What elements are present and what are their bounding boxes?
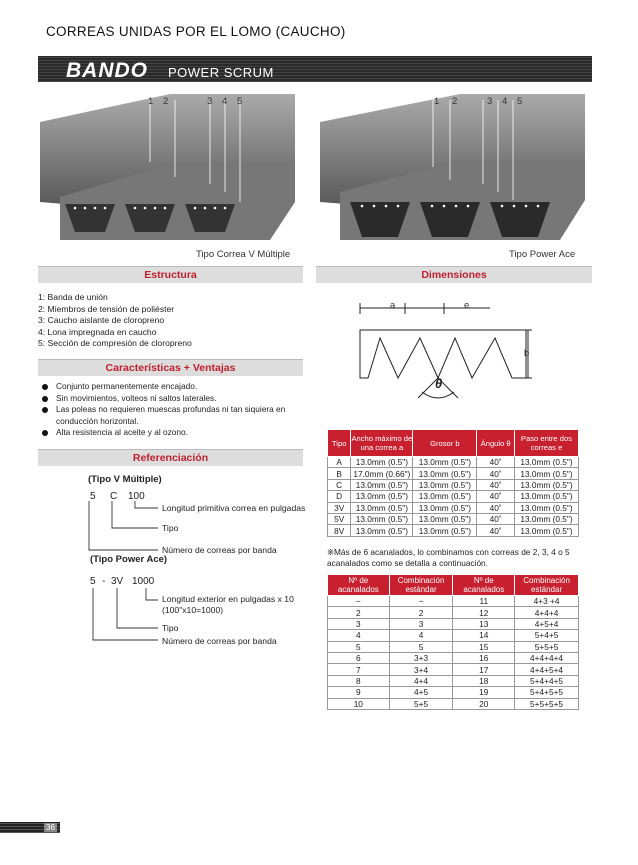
ref-pa-sep: - [102, 576, 106, 587]
table-cell: 5+4+4+5 [515, 675, 579, 686]
table-header: Nº de acanalados [453, 575, 515, 596]
table-header: Paso entre dos correas e [514, 430, 578, 457]
table-row [328, 607, 579, 618]
table-cell: 15 [453, 641, 515, 652]
list-item: Las poleas no requieren muescas profundas ni tan siquiera en conducción horizontal. [38, 404, 308, 427]
table-row [328, 468, 579, 479]
table-cell: 13.0mm (0.5") [413, 502, 477, 513]
heading-estructura: Estructura [38, 266, 303, 283]
ref-code-length: 100 [128, 491, 145, 502]
ref-pa-label-count: Número de correas por banda [162, 636, 277, 646]
table-cell: 13.0mm (0.5") [514, 513, 578, 524]
table-cell: 13 [453, 618, 515, 629]
callout-5-right: 5 [517, 96, 523, 107]
table-cell: 5+4+5+5 [515, 687, 579, 698]
table-cell: 9 [328, 687, 390, 698]
ref-pa-label-length-2: (100"x10=1000) [162, 605, 224, 615]
table-header: Grosor b [413, 430, 477, 457]
table-header: Ancho máximo de una correa a [351, 430, 413, 457]
table-header: Tipo [328, 430, 351, 457]
table-cell: 13.0mm (0.5") [413, 513, 477, 524]
table-row [328, 664, 579, 675]
list-item: 2: Miembros de tensión de poliéster [38, 303, 175, 314]
table-cell: C [328, 479, 351, 490]
table-cell: 4+4 [389, 675, 453, 686]
table-cell: 3+4 [389, 664, 453, 675]
table-header: Combinación estándar [515, 575, 579, 596]
table-cell: 13.0mm (0.5") [413, 525, 477, 536]
caption-powerace: Tipo Power Ace [509, 249, 576, 260]
table-cell: 3 [328, 618, 390, 629]
table-header: Ángulo θ [477, 430, 515, 457]
table-cell: D [328, 491, 351, 502]
table-cell: 8V [328, 525, 351, 536]
heading-caracteristicas: Características + Ventajas [38, 359, 303, 376]
table-cell: 13.0mm (0.5") [351, 502, 413, 513]
table-cell: 5 [389, 641, 453, 652]
table-cell: 4 [328, 630, 390, 641]
table-cell: 13.0mm (0.5") [514, 479, 578, 490]
combination-table [327, 574, 579, 710]
table-cell: 40˚ [477, 502, 515, 513]
table-cell: 5+4+5 [515, 630, 579, 641]
callout-2-right: 2 [452, 96, 458, 107]
table-cell: 13.0mm (0.5") [351, 525, 413, 536]
table-cell: 16 [453, 652, 515, 663]
table-cell: 13.0mm (0.5") [413, 491, 477, 502]
table-cell: 40˚ [477, 479, 515, 490]
table-cell: B [328, 468, 351, 479]
table-cell: 4+4+4+4 [515, 652, 579, 663]
page-number: 36 [46, 823, 55, 832]
table-cell: 5 [328, 641, 390, 652]
ref-title-vmultiple: (Tipo V Múltiple) [88, 474, 162, 485]
table-cell: 4+4+4 [515, 607, 579, 618]
belt-illustration-vmultiple [40, 92, 302, 242]
table-row [328, 675, 579, 686]
ref-pa-label-length: Longitud exterior en pulgadas x 10 [162, 594, 294, 604]
ref-pa-count: 5 [90, 576, 96, 587]
table-cell: 40˚ [477, 525, 515, 536]
belt-illustration-powerace [320, 92, 590, 242]
table-header: Combinación estándar [389, 575, 453, 596]
table-row [328, 641, 579, 652]
dimension-diagram [350, 294, 550, 422]
table-cell: 4 [389, 630, 453, 641]
ref-title-powerace: (Tipo Power Ace) [90, 554, 168, 565]
table-cell: 4+4+5+4 [515, 664, 579, 675]
table-cell: 40˚ [477, 491, 515, 502]
table-cell: 10 [328, 698, 390, 709]
table-row [328, 596, 579, 607]
ref-pa-type: 3V [111, 576, 124, 587]
dimensions-table [327, 429, 579, 537]
table-cell: 6 [328, 652, 390, 663]
table-row [328, 457, 579, 468]
ref-pa-label-type: Tipo [162, 623, 179, 633]
table-cell: 5+5+5+5 [515, 698, 579, 709]
table-cell: − [389, 596, 453, 607]
table-cell: 13.0mm (0.5") [351, 491, 413, 502]
ref-label-type: Tipo [162, 523, 179, 533]
brand-logo: BANDO [66, 59, 148, 82]
table-cell: 2 [328, 607, 390, 618]
table-row [328, 698, 579, 709]
dim-label-e: e [464, 300, 470, 311]
callout-4: 4 [222, 96, 228, 107]
table-cell: 3V [328, 502, 351, 513]
ref-code-type: C [110, 491, 118, 502]
caption-vmultiple: Tipo Correa V Múltiple [196, 249, 291, 260]
callout-1-right: 1 [434, 96, 440, 107]
table-row [328, 525, 579, 536]
caracteristicas-list [38, 381, 308, 439]
table-cell: 18 [453, 675, 515, 686]
table-header: Nº de acanalados [328, 575, 390, 596]
table-cell: 13.0mm (0.5") [514, 457, 578, 468]
table-cell: 4+5+4 [515, 618, 579, 629]
table-cell: 17 [453, 664, 515, 675]
list-item: 4: Lona impregnada en caucho [38, 326, 157, 337]
table-cell: 12 [453, 607, 515, 618]
callout-5: 5 [237, 96, 243, 107]
table-row [328, 630, 579, 641]
callout-3: 3 [207, 96, 213, 107]
list-item: 1: Banda de unión [38, 292, 108, 302]
estructura-list [38, 292, 303, 350]
table-cell: 40˚ [477, 457, 515, 468]
heading-dimensiones: Dimensiones [316, 266, 592, 283]
table-cell: 13.0mm (0.5") [351, 457, 413, 468]
table-cell: 40˚ [477, 468, 515, 479]
table-row [328, 502, 579, 513]
callout-3-right: 3 [487, 96, 493, 107]
table-cell: 40˚ [477, 513, 515, 524]
table-row [328, 491, 579, 502]
list-item: Alta resistencia al aceite y al ozono. [38, 427, 308, 439]
table-cell: 13.0mm (0.5") [413, 468, 477, 479]
table-cell: 11 [453, 596, 515, 607]
page-title: CORREAS UNIDAS POR EL LOMO (CAUCHO) [46, 24, 346, 39]
table-row [328, 479, 579, 490]
table-cell: − [328, 596, 390, 607]
table-cell: 20 [453, 698, 515, 709]
table-cell: 4+5 [389, 687, 453, 698]
table-cell: 4+3 +4 [515, 596, 579, 607]
ref-label-count: Número de correas por banda [162, 545, 277, 555]
table-cell: 13.0mm (0.5") [514, 491, 578, 502]
table-cell: 13.0mm (0.5") [413, 479, 477, 490]
table-row [328, 513, 579, 524]
table-cell: 13.0mm (0.5") [351, 479, 413, 490]
heading-referenciacion: Referenciación [38, 449, 303, 466]
table-cell: 13.0mm (0.5") [514, 502, 578, 513]
ref-pa-length: 1000 [132, 576, 155, 587]
table-row [328, 652, 579, 663]
ref-label-length: Longitud primitiva correa en pulgadas [162, 503, 306, 513]
list-item: Sin movimientos, volteos ni saltos laterales. [38, 393, 308, 405]
list-item: 5: Sección de compresión de cloropreno [38, 338, 192, 349]
callout-1: 1 [148, 96, 154, 107]
table-cell: A [328, 457, 351, 468]
table-cell: 5+5+5 [515, 641, 579, 652]
table-cell: 3 [389, 618, 453, 629]
table-cell: 14 [453, 630, 515, 641]
table-cell: 3+3 [389, 652, 453, 663]
table-cell: 2 [389, 607, 453, 618]
table-cell: 13.0mm (0.5") [351, 513, 413, 524]
table-cell: 13.0mm (0.5") [514, 525, 578, 536]
dim-label-b: b [524, 348, 530, 359]
product-name: POWER SCRUM [168, 65, 274, 80]
ref-code-count: 5 [90, 491, 96, 502]
dim-label-theta: θ [435, 376, 443, 391]
table-cell: 17.0mm (0.66") [351, 468, 413, 479]
callout-4-right: 4 [502, 96, 508, 107]
callout-2: 2 [163, 96, 169, 107]
combination-note: ※Más de 6 acanalados, lo combinamos con correas de 2, 3, 4 o 5 acanalados como se detalla a continuación. [327, 547, 570, 568]
list-item: 3: Caucho aislante de cloropreno [38, 315, 165, 326]
table-cell: 19 [453, 687, 515, 698]
table-cell: 5+5 [389, 698, 453, 709]
dim-label-a: a [390, 300, 396, 311]
table-row [328, 618, 579, 629]
table-cell: 7 [328, 664, 390, 675]
table-cell: 8 [328, 675, 390, 686]
table-cell: 5V [328, 513, 351, 524]
table-cell: 13.0mm (0.5") [413, 457, 477, 468]
table-row [328, 687, 579, 698]
list-item: Conjunto permanentemente encajado. [38, 381, 308, 393]
table-cell: 13.0mm (0.5") [514, 468, 578, 479]
